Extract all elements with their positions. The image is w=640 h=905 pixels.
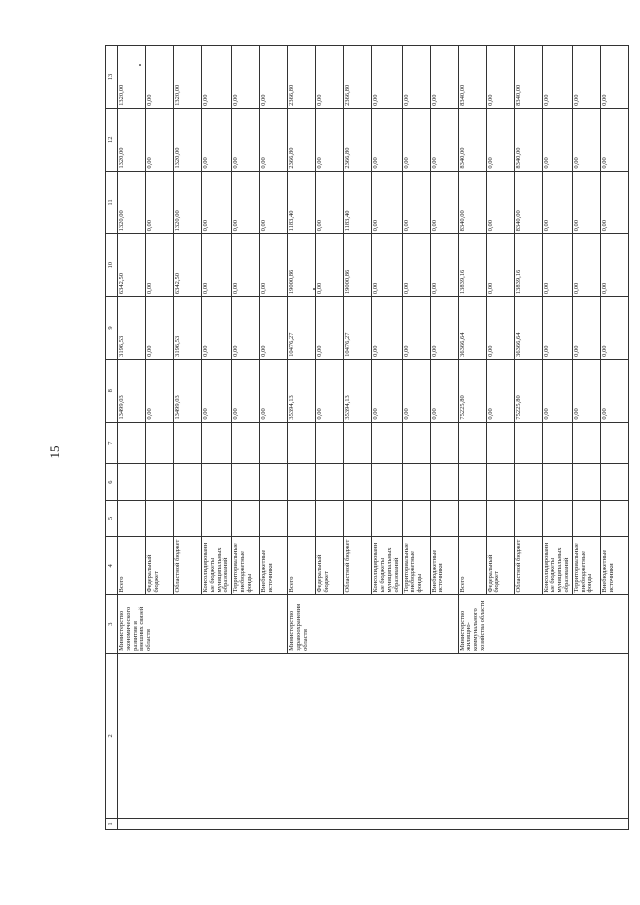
empty-cell [316, 500, 344, 536]
value-cell: 0,00 [202, 46, 232, 109]
value-cell: 0,00 [402, 171, 430, 234]
empty-cell [344, 422, 372, 464]
value-cell: 0,00 [260, 46, 288, 109]
funding-source-cell: Внебюджетные источники [430, 537, 458, 595]
funding-source-cell: Областной бюджет [174, 537, 202, 595]
value-cell: 0,00 [600, 234, 628, 297]
value-cell: 0,00 [202, 108, 232, 171]
empty-cell [174, 500, 202, 536]
empty-cell [572, 500, 600, 536]
empty-cell [372, 422, 402, 464]
value-cell: 0,00 [202, 171, 232, 234]
value-cell: 0,00 [486, 108, 514, 171]
value-cell: 0,00 [542, 234, 572, 297]
empty-cell [542, 464, 572, 500]
value-cell: 0,00 [600, 108, 628, 171]
empty-cell [260, 500, 288, 536]
value-cell: 3196,53 [118, 297, 146, 360]
funding-source-cell: Внебюджетные источники [260, 537, 288, 595]
empty-cell [600, 500, 628, 536]
value-cell: 35394,13 [344, 359, 372, 422]
value-cell: 0,00 [542, 108, 572, 171]
empty-cell [344, 464, 372, 500]
empty-cell [542, 500, 572, 536]
empty-cell [288, 422, 316, 464]
value-cell: 0,00 [232, 46, 260, 109]
col-1-cell [118, 819, 629, 830]
value-cell: 0,00 [146, 297, 174, 360]
value-cell: 0,00 [402, 297, 430, 360]
value-cell: 0,00 [146, 108, 174, 171]
value-cell: 0,00 [316, 171, 344, 234]
column-header-12: 12 [106, 108, 118, 171]
value-cell: 1320,00 [118, 46, 146, 109]
value-cell: 2366,80 [344, 46, 372, 109]
empty-cell [232, 500, 260, 536]
value-cell: 0,00 [372, 234, 402, 297]
empty-cell [430, 422, 458, 464]
value-cell: 8340,00 [458, 108, 486, 171]
empty-cell [486, 464, 514, 500]
table-body [118, 46, 629, 830]
value-cell: 1183,40 [344, 171, 372, 234]
executor-cell: Министерство жилищно-коммунального хозяйства области [458, 595, 628, 653]
empty-cell [458, 464, 486, 500]
value-cell: 0,00 [572, 297, 600, 360]
value-cell: 0,00 [372, 171, 402, 234]
empty-cell [146, 464, 174, 500]
empty-cell [430, 464, 458, 500]
empty-cell [146, 422, 174, 464]
empty-cell [174, 422, 202, 464]
value-cell: 0,00 [402, 108, 430, 171]
empty-cell [260, 464, 288, 500]
funding-source-cell: Внебюджетные источники [600, 537, 628, 595]
column-header-11: 11 [106, 171, 118, 234]
empty-cell [458, 422, 486, 464]
value-cell: 0,00 [260, 297, 288, 360]
funding-source-cell: Областной бюджет [514, 537, 542, 595]
value-cell: 3196,53 [174, 297, 202, 360]
empty-cell [486, 500, 514, 536]
value-cell: 0,00 [316, 297, 344, 360]
value-cell: 6342,50 [174, 234, 202, 297]
value-cell: 2366,80 [288, 46, 316, 109]
value-cell: 0,00 [146, 234, 174, 297]
empty-cell [174, 464, 202, 500]
col-2-cell [118, 653, 629, 818]
value-cell: 0,00 [572, 108, 600, 171]
value-cell: 0,00 [486, 297, 514, 360]
empty-cell [600, 422, 628, 464]
funding-source-cell: Федеральный бюджет [486, 537, 514, 595]
empty-cell [430, 500, 458, 536]
column-header-6: 6 [106, 464, 118, 500]
funding-source-cell: Территориальные внебюджетные фонды [232, 537, 260, 595]
empty-cell [514, 422, 542, 464]
scan-speck [313, 288, 315, 290]
funding-source-cell: Всего [288, 537, 316, 595]
value-cell: 0,00 [146, 46, 174, 109]
empty-cell [232, 464, 260, 500]
empty-cell [514, 500, 542, 536]
value-cell: 13499,03 [118, 359, 146, 422]
column-header-2: 2 [106, 653, 118, 818]
empty-cell [288, 464, 316, 500]
value-cell: 13839,16 [458, 234, 486, 297]
empty-cell [372, 500, 402, 536]
value-cell: 0,00 [542, 297, 572, 360]
value-cell: 0,00 [202, 297, 232, 360]
value-cell: 8340,00 [458, 46, 486, 109]
scan-speck [139, 64, 141, 66]
value-cell: 0,00 [372, 297, 402, 360]
column-header-7: 7 [106, 422, 118, 464]
value-cell: 2366,80 [288, 108, 316, 171]
value-cell: 0,00 [232, 359, 260, 422]
value-cell: 10476,27 [288, 297, 316, 360]
empty-cell [202, 422, 232, 464]
value-cell: 1320,00 [118, 171, 146, 234]
empty-cell [232, 422, 260, 464]
header-row [106, 46, 118, 830]
value-cell: 0,00 [260, 171, 288, 234]
value-cell: 13839,16 [514, 234, 542, 297]
column-header-4: 4 [106, 537, 118, 595]
empty-cell [572, 464, 600, 500]
empty-cell [514, 464, 542, 500]
value-cell: 0,00 [572, 171, 600, 234]
empty-cell [118, 464, 146, 500]
executor-cell: Министерство здравоохранения области [288, 595, 458, 653]
value-cell: 19000,86 [344, 234, 372, 297]
value-cell: 0,00 [260, 359, 288, 422]
executor-cell: Министерство экономического развития и внешних связей области [118, 595, 288, 653]
value-cell: 0,00 [402, 234, 430, 297]
value-cell: 0,00 [542, 359, 572, 422]
column-header-9: 9 [106, 297, 118, 360]
value-cell: 6342,50 [118, 234, 146, 297]
value-cell: 0,00 [232, 234, 260, 297]
column-header-10: 10 [106, 234, 118, 297]
table-row [118, 46, 146, 830]
value-cell: 0,00 [486, 46, 514, 109]
value-cell: 0,00 [372, 359, 402, 422]
value-cell: 75225,80 [458, 359, 486, 422]
value-cell: 19000,86 [288, 234, 316, 297]
value-cell: 0,00 [430, 46, 458, 109]
value-cell: 2366,80 [344, 108, 372, 171]
value-cell: 0,00 [372, 108, 402, 171]
column-header-8: 8 [106, 359, 118, 422]
value-cell: 0,00 [232, 297, 260, 360]
empty-cell [542, 422, 572, 464]
empty-cell [402, 422, 430, 464]
value-cell: 0,00 [316, 234, 344, 297]
value-cell: 0,00 [260, 108, 288, 171]
value-cell: 0,00 [486, 359, 514, 422]
value-cell: 0,00 [202, 359, 232, 422]
value-cell: 0,00 [430, 234, 458, 297]
value-cell: 0,00 [232, 171, 260, 234]
value-cell: 1320,00 [174, 46, 202, 109]
funding-source-cell: Всего [118, 537, 146, 595]
value-cell: 10476,27 [344, 297, 372, 360]
column-header-13: 13 [106, 46, 118, 109]
empty-cell [316, 422, 344, 464]
value-cell: 0,00 [486, 234, 514, 297]
value-cell: 8340,00 [514, 46, 542, 109]
value-cell: 0,00 [542, 171, 572, 234]
empty-cell [600, 464, 628, 500]
value-cell: 0,00 [430, 297, 458, 360]
value-cell: 0,00 [202, 234, 232, 297]
funding-source-cell: Всего [458, 537, 486, 595]
empty-cell [202, 464, 232, 500]
page-number: 15 [47, 445, 62, 459]
value-cell: 0,00 [232, 108, 260, 171]
value-cell: 0,00 [402, 46, 430, 109]
funding-source-cell: Федеральный бюджет [146, 537, 174, 595]
value-cell: 0,00 [572, 359, 600, 422]
value-cell: 1320,00 [174, 108, 202, 171]
value-cell: 1320,00 [174, 171, 202, 234]
value-cell: 0,00 [600, 297, 628, 360]
value-cell: 0,00 [572, 46, 600, 109]
value-cell: 1183,40 [288, 171, 316, 234]
value-cell: 0,00 [372, 46, 402, 109]
empty-cell [260, 422, 288, 464]
value-cell: 1320,00 [118, 108, 146, 171]
budget-table-container [105, 45, 615, 830]
empty-cell [288, 500, 316, 536]
funding-source-cell: Консолидированные бюджеты муниципальных образований [202, 537, 232, 595]
empty-cell [118, 422, 146, 464]
empty-cell [202, 500, 232, 536]
empty-cell [316, 464, 344, 500]
value-cell: 0,00 [402, 359, 430, 422]
value-cell: 0,00 [572, 234, 600, 297]
funding-source-cell: Консолидированные бюджеты муниципальных образований [372, 537, 402, 595]
empty-cell [146, 500, 174, 536]
value-cell: 0,00 [600, 46, 628, 109]
value-cell: 36366,64 [514, 297, 542, 360]
empty-cell [458, 500, 486, 536]
budget-table [105, 45, 629, 830]
value-cell: 0,00 [316, 359, 344, 422]
value-cell: 0,00 [600, 171, 628, 234]
empty-cell [372, 464, 402, 500]
empty-cell [572, 422, 600, 464]
value-cell: 0,00 [430, 108, 458, 171]
value-cell: 0,00 [316, 46, 344, 109]
value-cell: 0,00 [430, 171, 458, 234]
value-cell: 8340,00 [458, 171, 486, 234]
empty-cell [402, 500, 430, 536]
value-cell: 0,00 [486, 171, 514, 234]
funding-source-cell: Федеральный бюджет [316, 537, 344, 595]
empty-cell [344, 500, 372, 536]
empty-cell [486, 422, 514, 464]
value-cell: 36366,64 [458, 297, 486, 360]
value-cell: 0,00 [146, 171, 174, 234]
empty-cell [402, 464, 430, 500]
value-cell: 0,00 [260, 234, 288, 297]
empty-cell [118, 500, 146, 536]
column-header-3: 3 [106, 595, 118, 653]
column-header-1: 1 [106, 819, 118, 830]
value-cell: 8340,00 [514, 108, 542, 171]
funding-source-cell: Территориальные внебюджетные фонды [402, 537, 430, 595]
value-cell: 0,00 [430, 359, 458, 422]
value-cell: 13499,03 [174, 359, 202, 422]
value-cell: 0,00 [316, 108, 344, 171]
value-cell: 0,00 [146, 359, 174, 422]
value-cell: 75225,80 [514, 359, 542, 422]
value-cell: 8340,00 [514, 171, 542, 234]
column-header-5: 5 [106, 500, 118, 536]
value-cell: 0,00 [600, 359, 628, 422]
value-cell: 0,00 [542, 46, 572, 109]
funding-source-cell: Областной бюджет [344, 537, 372, 595]
funding-source-cell: Консолидированные бюджеты муниципальных образований [542, 537, 572, 595]
funding-source-cell: Территориальные внебюджетные фонды [572, 537, 600, 595]
value-cell: 35394,13 [288, 359, 316, 422]
